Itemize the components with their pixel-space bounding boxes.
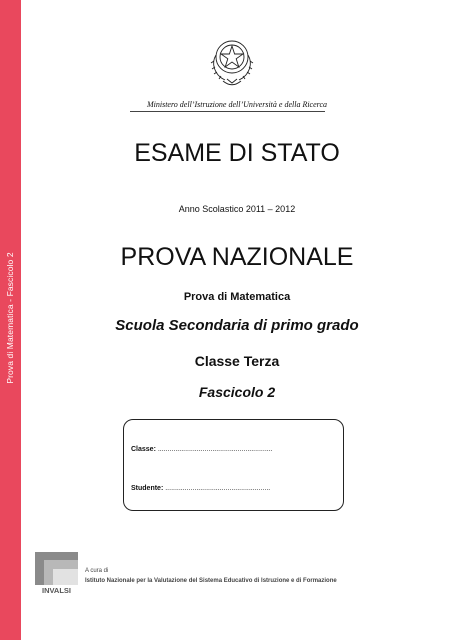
institute-name: Istituto Nazionale per la Valutazione del Sistema Educativo di Istruzione e di Formazione bbox=[85, 578, 337, 584]
class-label: Classe: bbox=[131, 446, 156, 453]
italian-republic-emblem-icon bbox=[207, 33, 257, 88]
school-level: Scuola Secondaria di primo grado bbox=[115, 317, 359, 334]
class-field[interactable] bbox=[131, 446, 273, 453]
header-rule bbox=[130, 111, 325, 112]
invalsi-logo-icon bbox=[35, 552, 78, 594]
school-year: Anno Scolastico 2011 – 2012 bbox=[178, 204, 296, 214]
class-level: Classe Terza bbox=[194, 353, 280, 369]
exam-title: ESAME DI STATO bbox=[134, 139, 340, 167]
side-band-label: Prova di Matematica - Fascicolo 2 bbox=[5, 252, 15, 384]
logo-wordmark: INVALSI bbox=[41, 586, 72, 594]
curated-by-label: A cura di bbox=[85, 568, 109, 574]
student-label: Studente: bbox=[131, 485, 164, 492]
national-test-title: PROVA NAZIONALE bbox=[120, 243, 354, 271]
student-dots: ...................................................... bbox=[165, 485, 271, 492]
ministry-name: Ministero dell’Istruzione dell’Università e della Ricerca bbox=[146, 100, 328, 109]
side-band bbox=[0, 0, 21, 640]
subject-title: Prova di Matematica bbox=[183, 291, 291, 303]
class-dots: ........................................................... bbox=[157, 446, 273, 453]
student-info-box bbox=[123, 419, 344, 511]
student-field[interactable] bbox=[131, 485, 270, 492]
booklet-number: Fascicolo 2 bbox=[198, 384, 276, 400]
